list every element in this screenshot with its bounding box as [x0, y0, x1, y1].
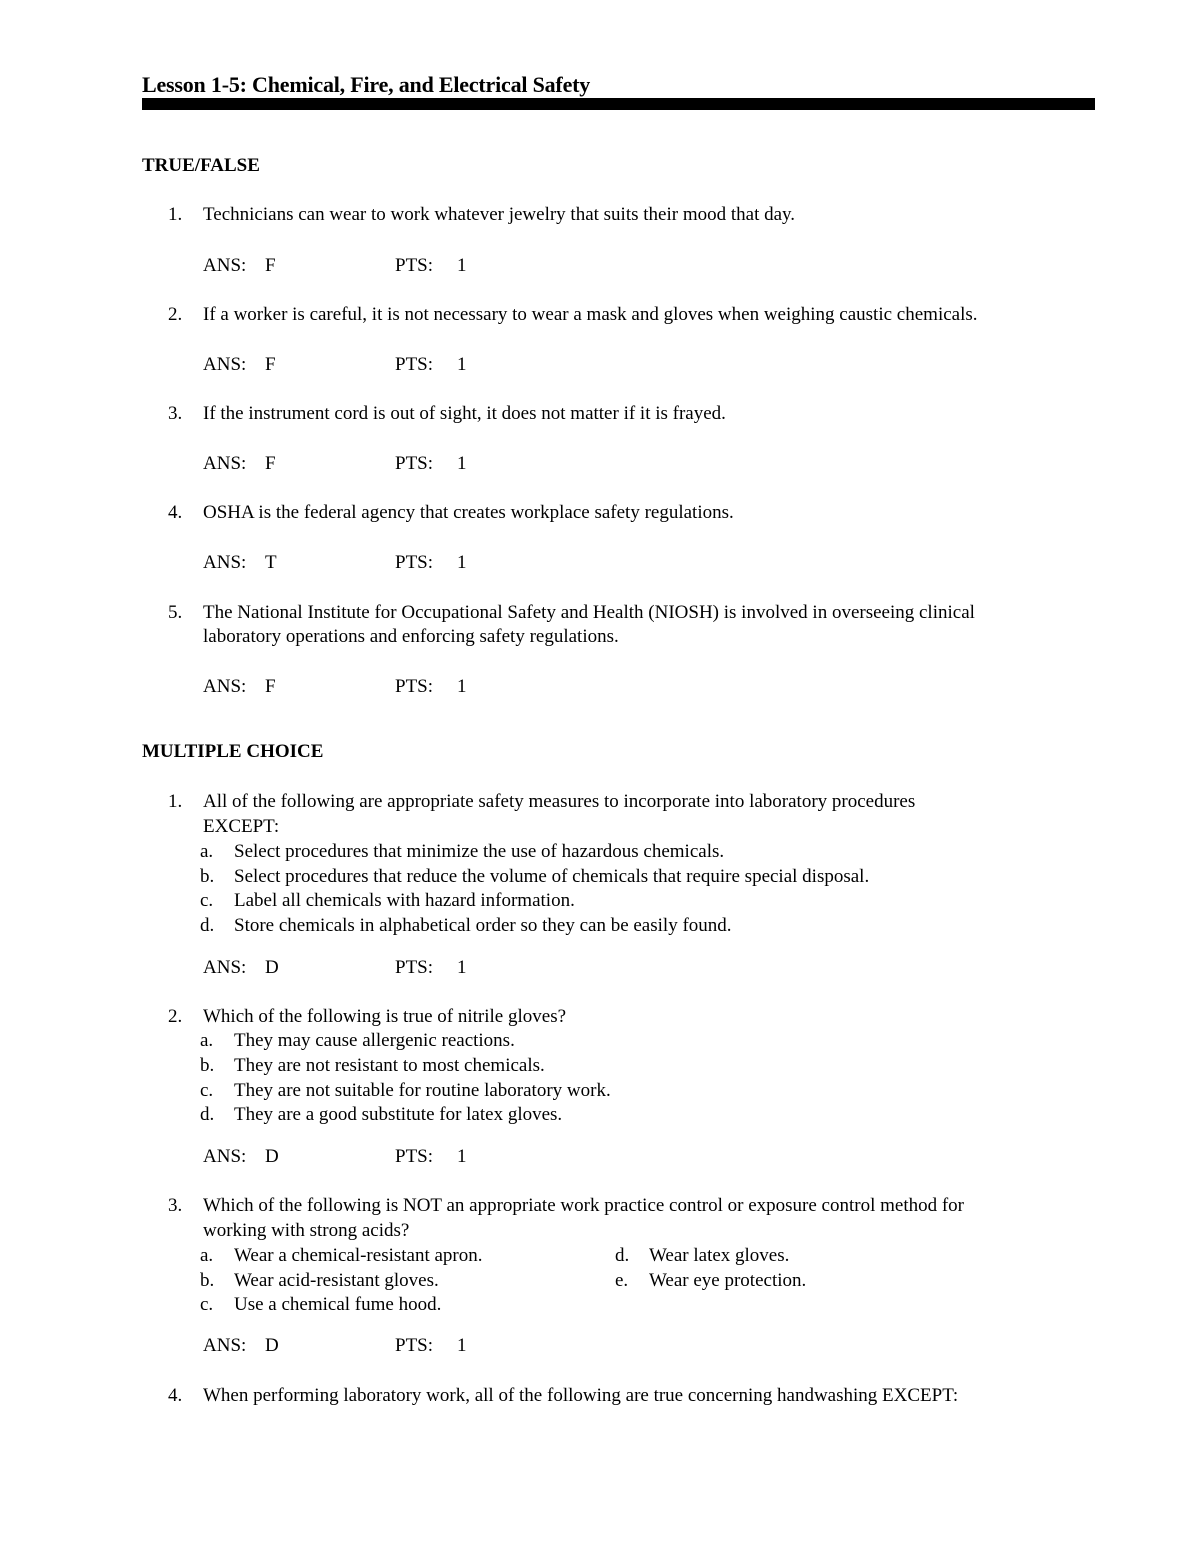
answer-value: F: [265, 676, 276, 697]
points-value: 1: [457, 1146, 467, 1167]
option-text: Wear latex gloves.: [649, 1245, 790, 1266]
option-letter: c.: [200, 890, 214, 911]
question-number: 1.: [168, 204, 183, 225]
option-text: Wear eye protection.: [649, 1270, 807, 1291]
points-label: PTS:: [395, 354, 434, 375]
points-value: 1: [457, 255, 467, 276]
option-text: Wear a chemical-resistant apron.: [234, 1245, 483, 1266]
points-label: PTS:: [395, 676, 434, 697]
question-text: OSHA is the federal agency that creates workplace safety regulations.: [203, 502, 734, 523]
points-label: PTS:: [395, 255, 434, 276]
answer-label: ANS:: [203, 255, 247, 276]
option-text: Label all chemicals with hazard information.: [234, 890, 575, 911]
answer-value: D: [265, 1146, 279, 1167]
option-letter: b.: [200, 1270, 215, 1291]
option-letter: e.: [615, 1270, 629, 1291]
points-label: PTS:: [395, 453, 434, 474]
page-title: Lesson 1-5: Chemical, Fire, and Electrical Safety: [142, 72, 591, 97]
question-text-continued: EXCEPT:: [203, 816, 280, 837]
question-number: 4.: [168, 1385, 183, 1406]
option-text: Use a chemical fume hood.: [234, 1294, 442, 1315]
section-heading-multiple-choice: MULTIPLE CHOICE: [142, 741, 324, 762]
answer-label: ANS:: [203, 676, 247, 697]
question-number: 2.: [168, 1006, 183, 1027]
option-letter: a.: [200, 841, 214, 862]
answer-value: D: [265, 1335, 279, 1356]
question-text-continued: laboratory operations and enforcing safety regulations.: [203, 626, 619, 647]
answer-value: F: [265, 354, 276, 375]
points-label: PTS:: [395, 552, 434, 573]
question-number: 1.: [168, 791, 183, 812]
option-letter: c.: [200, 1294, 214, 1315]
question-text: Technicians can wear to work whatever jewelry that suits their mood that day.: [203, 204, 796, 225]
points-value: 1: [457, 354, 467, 375]
option-letter: a.: [200, 1030, 214, 1051]
question-text: If the instrument cord is out of sight, it does not matter if it is frayed.: [203, 403, 726, 424]
points-value: 1: [457, 552, 467, 573]
section-heading-true-false: TRUE/FALSE: [142, 155, 260, 176]
answer-label: ANS:: [203, 1335, 247, 1356]
points-value: 1: [457, 453, 467, 474]
option-letter: a.: [200, 1245, 214, 1266]
question-number: 5.: [168, 602, 183, 623]
option-text: They are a good substitute for latex gloves.: [234, 1104, 563, 1125]
option-letter: d.: [200, 915, 215, 936]
answer-label: ANS:: [203, 354, 247, 375]
points-label: PTS:: [395, 1146, 434, 1167]
option-text: Select procedures that reduce the volume of chemicals that require special disposal.: [234, 866, 870, 887]
points-label: PTS:: [395, 1335, 434, 1356]
option-letter: c.: [200, 1080, 214, 1101]
option-text: Store chemicals in alphabetical order so they can be easily found.: [234, 915, 732, 936]
points-value: 1: [457, 1335, 467, 1356]
option-text: They are not resistant to most chemicals.: [234, 1055, 545, 1076]
points-value: 1: [457, 676, 467, 697]
question-number: 4.: [168, 502, 183, 523]
option-text: Wear acid-resistant gloves.: [234, 1270, 439, 1291]
title-rule: [142, 98, 1095, 110]
answer-value: F: [265, 453, 276, 474]
points-label: PTS:: [395, 957, 434, 978]
option-text: They are not suitable for routine laboratory work.: [234, 1080, 611, 1101]
option-text: Select procedures that minimize the use of hazardous chemicals.: [234, 841, 725, 862]
option-text: They may cause allergenic reactions.: [234, 1030, 515, 1051]
answer-value: F: [265, 255, 276, 276]
answer-label: ANS:: [203, 957, 247, 978]
question-text: If a worker is careful, it is not necessary to wear a mask and gloves when weighing caustic chemicals.: [203, 304, 978, 325]
answer-label: ANS:: [203, 1146, 247, 1167]
option-letter: b.: [200, 866, 215, 887]
option-letter: d.: [200, 1104, 215, 1125]
question-number: 3.: [168, 403, 183, 424]
answer-label: ANS:: [203, 552, 247, 573]
answer-value: T: [265, 552, 277, 573]
question-text: Which of the following is NOT an appropriate work practice control or exposure control method for: [203, 1195, 965, 1216]
option-letter: b.: [200, 1055, 215, 1076]
question-text: The National Institute for Occupational Safety and Health (NIOSH) is involved in overseeing clinical: [203, 602, 975, 623]
question-text: All of the following are appropriate safety measures to incorporate into laboratory procedures: [203, 791, 916, 812]
option-letter: d.: [615, 1245, 630, 1266]
question-text: Which of the following is true of nitrile gloves?: [203, 1006, 567, 1027]
answer-value: D: [265, 957, 279, 978]
question-number: 2.: [168, 304, 183, 325]
question-text-continued: working with strong acids?: [203, 1220, 410, 1241]
question-number: 3.: [168, 1195, 183, 1216]
answer-label: ANS:: [203, 453, 247, 474]
points-value: 1: [457, 957, 467, 978]
question-text: When performing laboratory work, all of the following are true concerning handwashing EXCEPT:: [203, 1385, 959, 1406]
